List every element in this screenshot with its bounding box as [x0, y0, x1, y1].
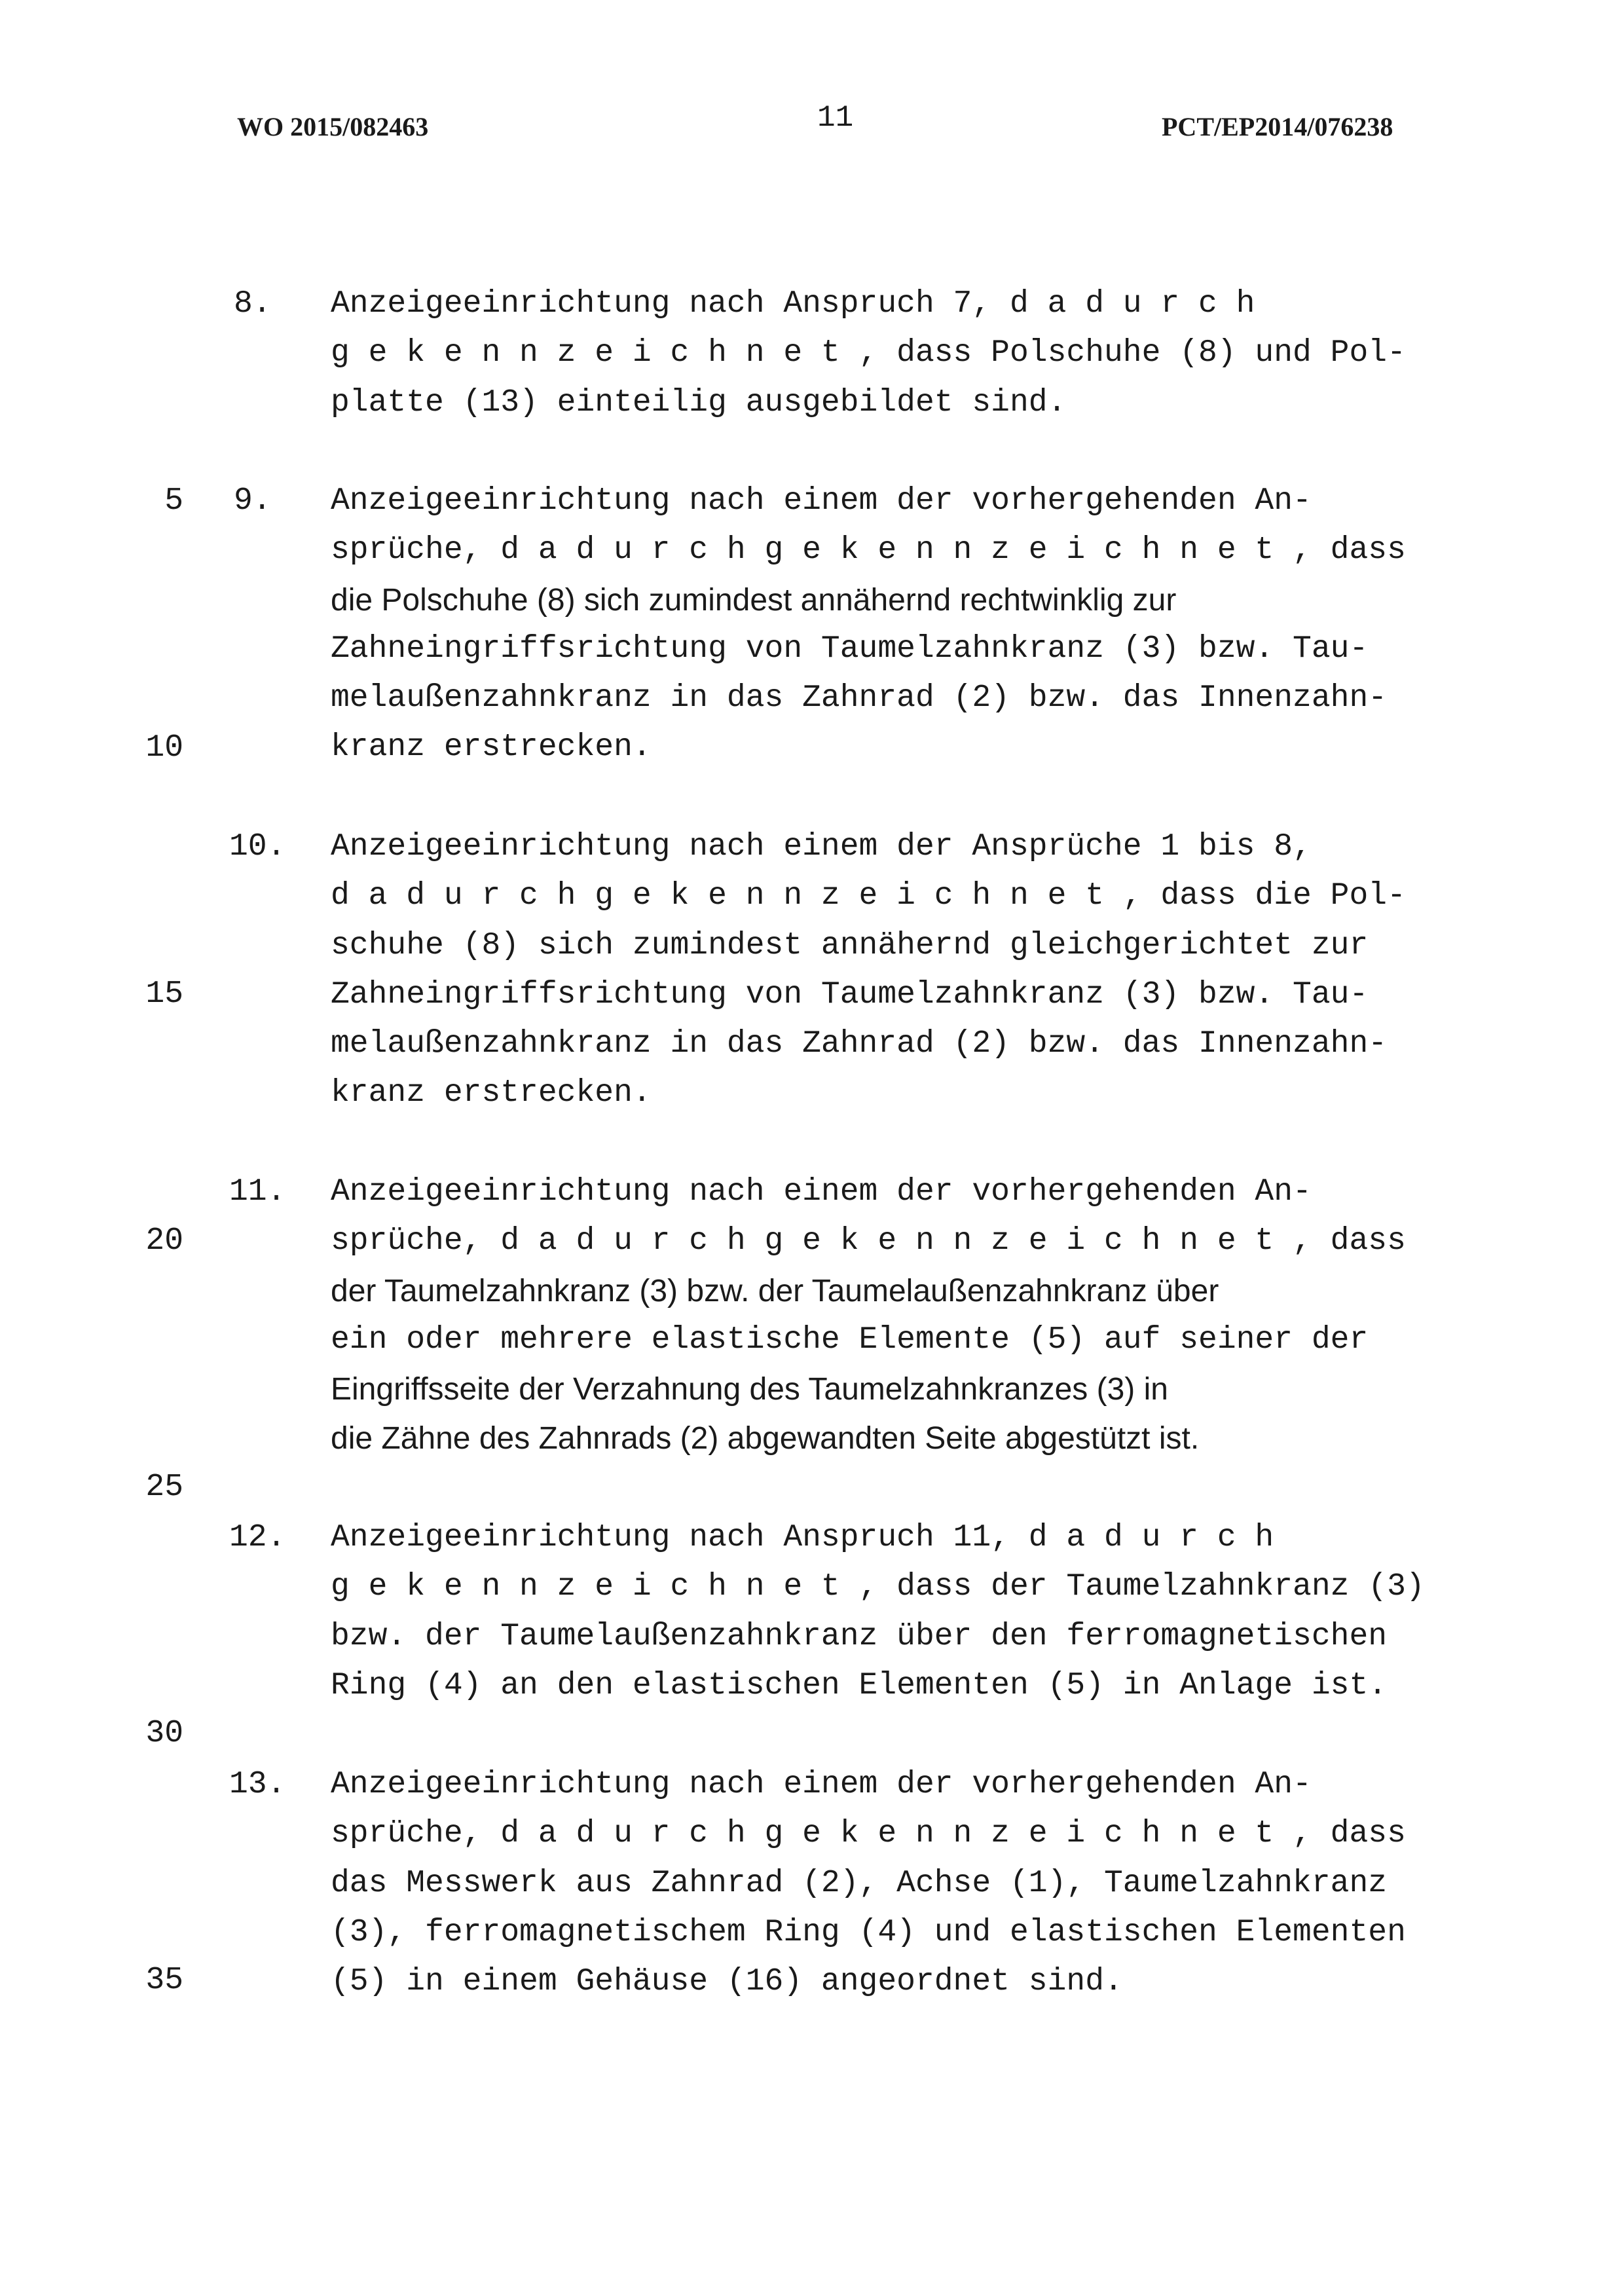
claim-line: kranz erstrecken.	[331, 1075, 652, 1111]
claim-line: der Taumelzahnkranz (3) bzw. der Taumelaußenzahnkranz über	[331, 1273, 1219, 1308]
claim-line: Zahneingriffsrichtung von Taumelzahnkranz (3) bzw. Tau-	[331, 976, 1369, 1012]
claim-line: Anzeigeeinrichtung nach einem der vorhergehenden An-	[331, 1174, 1312, 1210]
claim-line: die Zähne des Zahnrads (2) abgewandten Seite abgestützt ist.	[331, 1421, 1200, 1456]
claim-line: kranz erstrecken.	[331, 730, 652, 766]
claim-line: das Messwerk aus Zahnrad (2), Achse (1), Taumelzahnkranz	[331, 1865, 1388, 1901]
claim-line: ein oder mehrere elastische Elemente (5) auf seiner der	[331, 1322, 1369, 1358]
claim-line: melaußenzahnkranz in das Zahnrad (2) bzw. das Innenzahn-	[331, 680, 1388, 716]
claim-line: Anzeigeeinrichtung nach einem der vorhergehenden An-	[331, 1767, 1312, 1802]
claim-number: 10.	[229, 829, 286, 864]
claim-body	[331, 280, 1441, 428]
claim-line: (5) in einem Gehäuse (16) angeordnet sind.	[331, 1964, 1123, 2000]
claim-line: Ring (4) an den elastischen Elementen (5) in Anlage ist.	[331, 1667, 1388, 1703]
line-number: 25	[145, 1470, 183, 1505]
page-number: 11	[817, 101, 854, 135]
claim-body	[331, 1760, 1441, 2007]
claim-line: melaußenzahnkranz in das Zahnrad (2) bzw. das Innenzahn-	[331, 1026, 1388, 1062]
application-id: PCT/EP2014/076238	[1162, 112, 1393, 141]
document-id: WO 2015/082463	[237, 112, 429, 141]
claim-body	[331, 823, 1441, 1119]
claim-line: Eingriffsseite der Verzahnung des Taumelzahnkranzes (3) in	[331, 1372, 1168, 1407]
claim-line: schuhe (8) sich zumindest annähernd gleichgerichtet zur	[331, 927, 1369, 963]
claim-line: sprüche, d a d u r c h g e k e n n z e i c h n e t , dass	[331, 1223, 1406, 1259]
claim-line: sprüche, d a d u r c h g e k e n n z e i c h n e t , dass	[331, 1816, 1406, 1852]
claim-line: Zahneingriffsrichtung von Taumelzahnkranz (3) bzw. Tau-	[331, 631, 1369, 667]
claim-line: Anzeigeeinrichtung nach einem der vorhergehenden An-	[331, 483, 1312, 519]
claim-body	[331, 1513, 1441, 1711]
claim-line: die Polschuhe (8) sich zumindest annähernd rechtwinklig zur	[331, 582, 1177, 618]
claim-number: 8.	[234, 286, 272, 322]
line-number: 35	[145, 1963, 183, 1998]
claim-line: d a d u r c h g e k e n n z e i c h n e t , dass die Pol-	[331, 878, 1406, 914]
line-number: 30	[145, 1716, 183, 1751]
claim-number: 12.	[229, 1520, 286, 1555]
line-number: 10	[145, 730, 183, 766]
claim-body	[331, 477, 1441, 773]
line-number: 15	[145, 976, 183, 1012]
claim-line: g e k e n n z e i c h n e t , dass der Taumelzahnkranz (3)	[331, 1569, 1425, 1605]
claim-body	[331, 1168, 1441, 1464]
claim-line: Anzeigeeinrichtung nach Anspruch 7, d a d u r c h	[331, 286, 1255, 322]
claim-number: 13.	[229, 1767, 286, 1802]
claim-line: sprüche, d a d u r c h g e k e n n z e i c h n e t , dass	[331, 532, 1406, 568]
claim-number: 11.	[229, 1174, 286, 1210]
claim-line: platte (13) einteilig ausgebildet sind.	[331, 384, 1067, 420]
claim-line: (3), ferromagnetischem Ring (4) und elastischen Elementen	[331, 1914, 1406, 1950]
claim-line: Anzeigeeinrichtung nach Anspruch 11, d a d u r c h	[331, 1520, 1274, 1555]
claim-number: 9.	[234, 483, 272, 519]
line-number: 5	[164, 483, 183, 519]
claim-line: Anzeigeeinrichtung nach einem der Ansprüche 1 bis 8,	[331, 829, 1312, 864]
claim-line: g e k e n n z e i c h n e t , dass Polschuhe (8) und Pol-	[331, 335, 1406, 371]
claim-line: bzw. der Taumelaußenzahnkranz über den ferromagnetischen	[331, 1618, 1388, 1654]
line-number: 20	[145, 1223, 183, 1259]
